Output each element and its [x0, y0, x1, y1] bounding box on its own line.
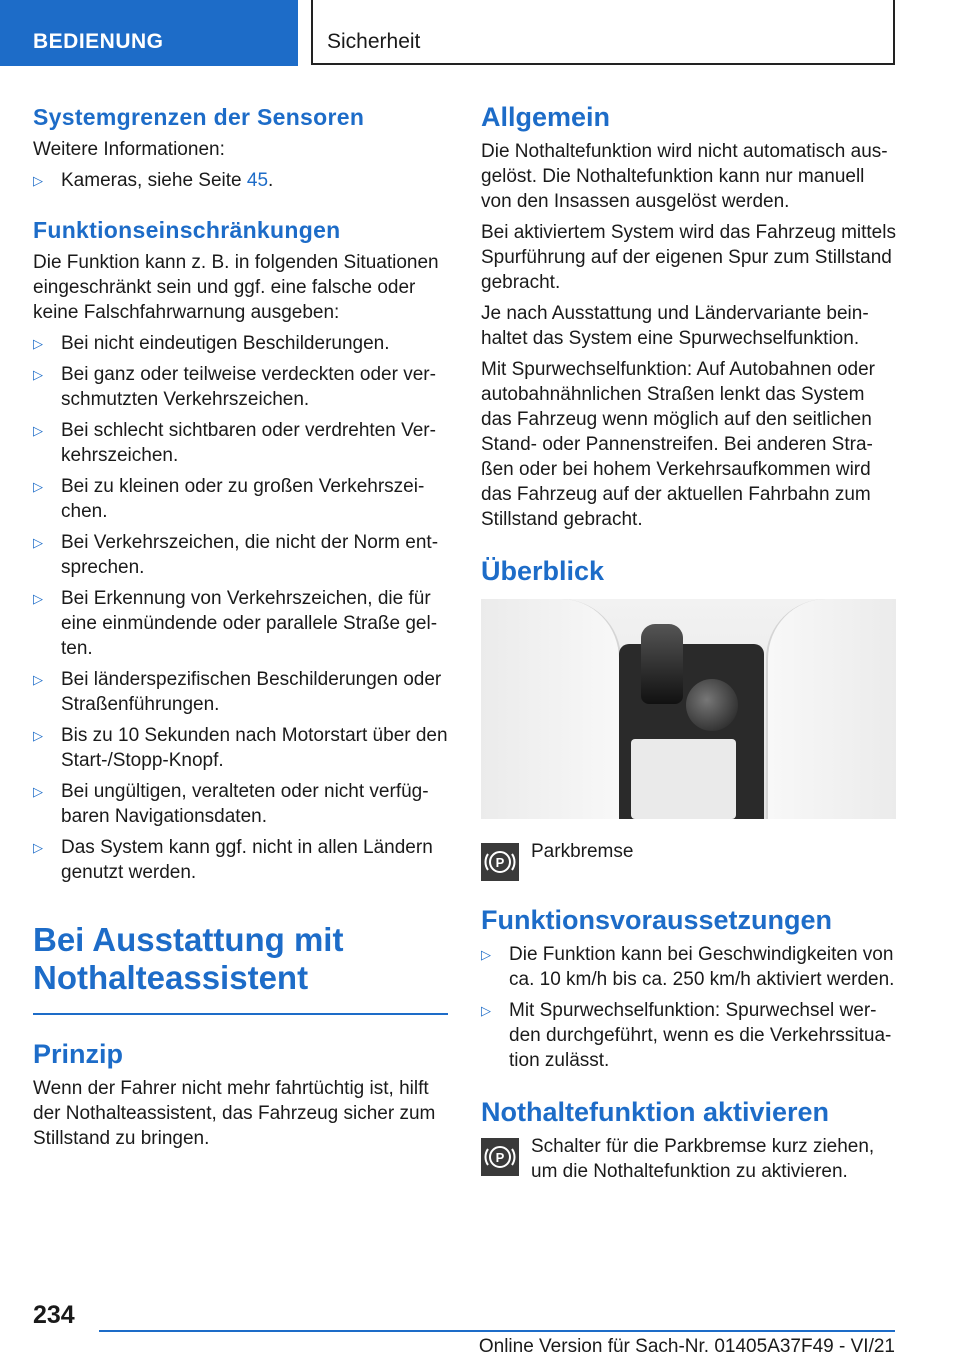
- list-item: ▷ Das System kann ggf. nicht in allen Ländern genutzt werden.: [33, 835, 448, 885]
- heading-nothalteassistent: Bei Ausstattung mit Nothalteassistent: [33, 921, 448, 1015]
- controller-knob: [686, 679, 738, 731]
- allgemein-p3: Je nach Ausstattung und Ländervariante beinhaltet das System eine Spurwechselfunktion.: [481, 303, 869, 349]
- list-item: ▷ Bei ganz oder teilweise verdeckten oder verschmutzten Verkehrszeichen.: [33, 362, 448, 412]
- heading-funktionseinschraenkungen: Funktionseinschränkungen: [33, 217, 341, 243]
- funktion-intro: Die Funktion kann z. B. in folgenden Situationen eingeschränkt sein und ggf. eine falsche oder keine Falschfahrwarnung ausgeben:: [33, 252, 439, 323]
- list-item: ▷ Bei schlecht sichtbaren oder verdrehten Verkehrszeichen.: [33, 418, 448, 468]
- page-header: [0, 0, 960, 66]
- list-item: ▷ Mit Spurwechselfunktion: Spurwechsel werden durchgeführt, wenn es die Verkehrssituation zulässt.: [481, 998, 896, 1073]
- footer-version: Online Version für Sach-Nr. 01405A37F49 - VI/21: [478, 1336, 895, 1357]
- page-link-45[interactable]: 45: [246, 170, 269, 191]
- heading-prinzip: Prinzip: [33, 1039, 124, 1069]
- voraussetzungen-list: [481, 942, 896, 1073]
- heading-funktionsvoraussetzungen: Funktionsvoraussetzungen: [481, 905, 833, 935]
- list-item: [33, 168, 448, 193]
- list-item: ▷ Bei ungültigen, veralteten oder nicht verfügbaren Navigationsdaten.: [33, 779, 448, 829]
- list-item: ▷ Bis zu 10 Sekunden nach Motorstart über den Start-/Stopp-Knopf.: [33, 723, 448, 773]
- systemgrenzen-list: [33, 168, 448, 193]
- aktivieren-row: [481, 1134, 896, 1184]
- item-end: .: [268, 170, 274, 191]
- right-column: [481, 100, 896, 1184]
- list-item: ▷ Die Funktion kann bei Geschwindigkeiten von ca. 10 km/h bis ca. 250 km/h aktiviert werden.: [481, 942, 896, 992]
- heading-allgemein: Allgemein: [481, 102, 611, 132]
- svg-text:P: P: [495, 1150, 505, 1165]
- center-console-photo: [481, 599, 896, 819]
- seat-right: [766, 599, 896, 819]
- footer-divider: [99, 1330, 895, 1332]
- chapter-title: Sicherheit: [311, 0, 895, 65]
- parkbremse-row: [481, 839, 896, 881]
- list-item: ▷ Bei Verkehrszeichen, die nicht der Norm entsprechen.: [33, 530, 448, 580]
- seat-left: [481, 599, 621, 819]
- parkbremse-label: Parkbremse: [531, 841, 634, 862]
- systemgrenzen-intro: Weitere Informationen:: [33, 139, 225, 160]
- aktivieren-text: Schalter für die Parkbremse kurz ziehen, um die Nothaltefunktion zu aktivieren.: [531, 1136, 875, 1182]
- section-tab[interactable]: BEDIENUNG: [0, 0, 298, 66]
- allgemein-p2: Bei aktiviertem System wird das Fahrzeug mittels Spurführung auf der eigenen Spur zum Stillstand gebracht.: [481, 222, 896, 293]
- page-number: 234: [33, 1301, 75, 1329]
- gear-selector: [641, 624, 683, 704]
- left-column: [33, 100, 448, 1157]
- item-text: Kameras, siehe Seite: [61, 170, 247, 191]
- list-item: ▷ Bei Erkennung von Verkehrszeichen, die für eine einmündende oder parallele Straße gelten.: [33, 586, 448, 661]
- list-item: ▷ Bei zu kleinen oder zu großen Verkehrszeichen.: [33, 474, 448, 524]
- prinzip-text: Wenn der Fahrer nicht mehr fahrtüchtig ist, hilft der Nothalteassistent, das Fahrzeug sicher zum Stillstand zu bringen.: [33, 1078, 436, 1149]
- allgemein-p4: Mit Spurwechselfunktion: Auf Autobahnen oder autobahnähnlichen Straßen lenkt das System das Fahrzeug wenn möglich auf den seitlichen Stand- oder Pannenstreifen. Bei anderen Straßen oder bei hohem Verkehrsaufkommen wird das Fahrzeug auf der aktuellen Fahrbahn zum Stillstand gebracht.: [481, 359, 875, 530]
- heading-ueberblick: Überblick: [481, 556, 605, 586]
- console-tray: [631, 739, 736, 819]
- list-item: ▷ Bei länderspezifischen Beschilderungen oder Straßenführungen.: [33, 667, 448, 717]
- heading-systemgrenzen: Systemgrenzen der Sensoren: [33, 104, 365, 130]
- svg-text:P: P: [495, 855, 505, 870]
- allgemein-p1: Die Nothaltefunktion wird nicht automatisch ausgelöst. Die Nothaltefunktion kann nur manuell von den Insassen ausgelöst werden.: [481, 141, 888, 212]
- list-item: ▷ Bei nicht eindeutigen Beschilderungen.: [33, 331, 448, 356]
- heading-nothaltefunktion-aktivieren: Nothaltefunktion aktivieren: [481, 1097, 830, 1127]
- parking-brake-icon: [481, 843, 519, 881]
- parking-brake-icon: [481, 1138, 519, 1176]
- funktion-list: [33, 331, 448, 885]
